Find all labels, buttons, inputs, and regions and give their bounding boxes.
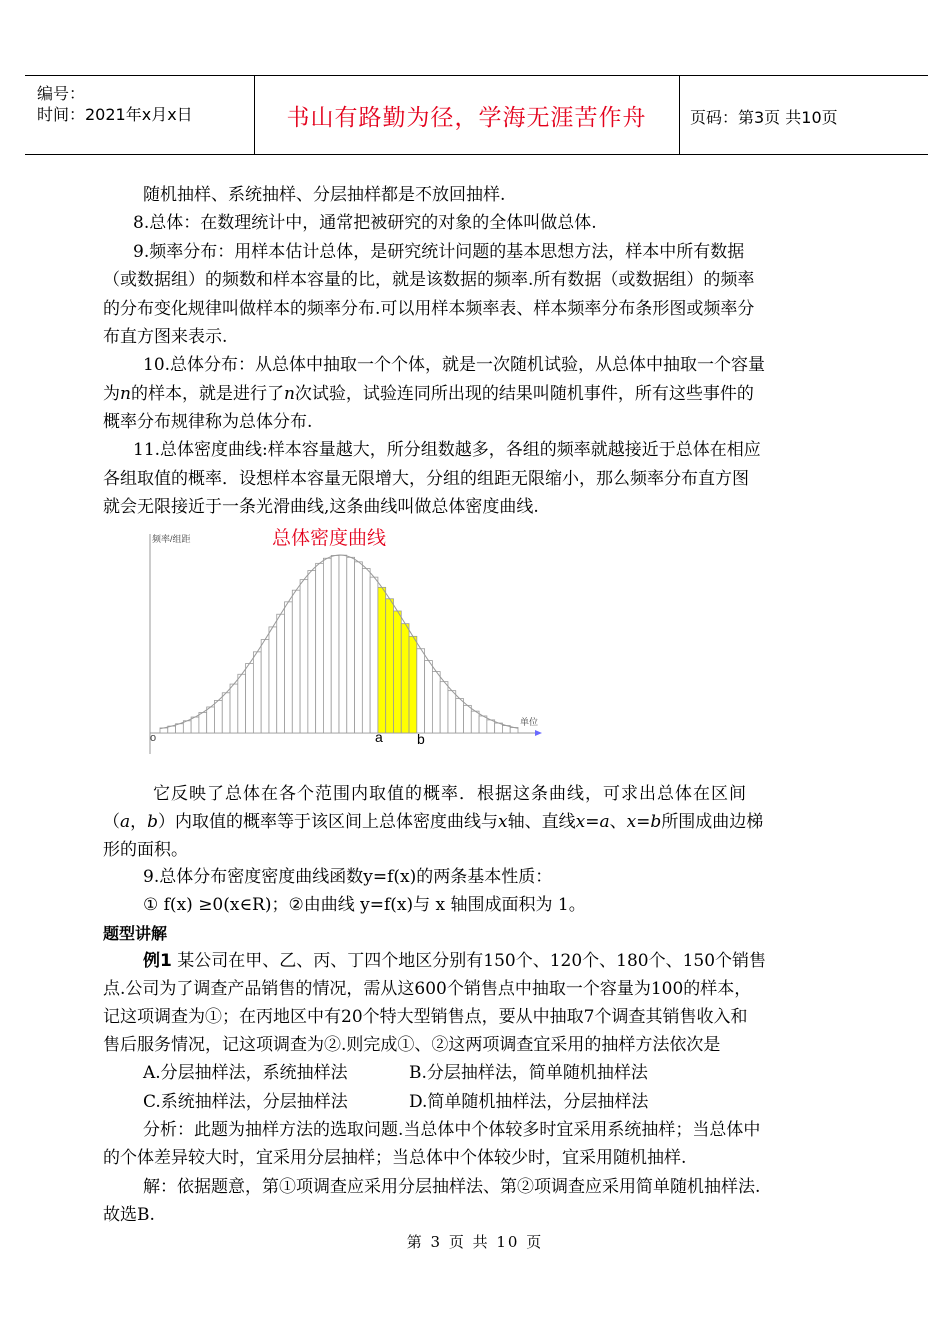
text-span: 、 <box>609 812 627 832</box>
text-line: 8.总体：在数理统计中，通常把被研究的对象的全体叫做总体. <box>133 213 597 233</box>
histogram-bar <box>222 693 230 733</box>
histogram-bar <box>495 723 503 733</box>
header-divider-right <box>679 75 680 155</box>
math-var: x=b <box>626 812 662 832</box>
text-line: 各组取值的概率．设想样本容量无限增大，分组的组距无限缩小，那么频率分布直方图 <box>103 469 749 489</box>
histogram-bar <box>269 627 277 733</box>
density-curve-figure <box>130 522 550 762</box>
histogram-bar <box>448 691 456 733</box>
text-line: ① f(x) ≥0(x∈R)；②由曲线 y=f(x)与 x 轴围成面积为 1。 <box>143 895 586 915</box>
header-motto: 书山有路勤为径，学海无涯苦作舟 <box>286 104 647 131</box>
math-var: n <box>283 384 295 404</box>
highlighted-bar <box>401 624 409 733</box>
text-line: 它反映了总体在各个范围内取值的概率．根据这条曲线，可求出总体在区间 <box>153 784 747 804</box>
doc-number-label: 编号： <box>37 84 86 103</box>
histogram-bar <box>464 705 472 733</box>
option-d: D.简单随机抽样法，分层抽样法 <box>409 1092 649 1112</box>
histogram-bar <box>432 672 440 733</box>
text-line: 概率分布规律称为总体分布. <box>103 412 313 432</box>
b-label: b <box>417 731 425 747</box>
text-line: 的个体差异较大时，宜采用分层抽样；当总体中个体较少时，宜采用随机抽样. <box>103 1148 687 1168</box>
histogram-bar <box>355 562 363 733</box>
text-line: 随机抽样、系统抽样、分层抽样都是不放回抽样. <box>143 185 506 205</box>
histogram-bar <box>456 699 464 733</box>
figure-title: 总体密度曲线 <box>272 527 387 549</box>
section-heading: 题型讲解 <box>103 924 168 943</box>
option-a: A.分层抽样法，系统抽样法 <box>143 1063 348 1083</box>
histogram-bar <box>253 652 261 733</box>
histogram-bar <box>207 707 215 733</box>
text-line: 形的面积。 <box>103 840 188 860</box>
math-var: n <box>120 384 131 404</box>
histogram-bar <box>199 712 207 733</box>
histogram-bar <box>425 661 433 733</box>
histogram-bar <box>191 717 199 733</box>
text-line: 记这项调查为①；在丙地区中有20个特大型销售点，要从中抽取7个调查其销售收入和 <box>103 1007 748 1027</box>
text-line: 解：依据题意，第①项调查应采用分层抽样法、第②项调查应采用简单随机抽样法. <box>143 1177 761 1197</box>
text-span: 为 <box>103 384 120 404</box>
histogram-bar <box>487 720 495 733</box>
histogram-bar <box>300 580 308 733</box>
text-line <box>103 381 850 408</box>
doc-time-label: 时间：2021年x月x日 <box>37 105 193 124</box>
histogram-bar <box>261 640 269 733</box>
histogram-bar <box>362 569 370 733</box>
text-span: ）内取值的概率等于该区间上总体密度曲线与 <box>158 812 499 832</box>
text-line: 的分布变化规律叫做样本的频率分布.可以用样本频率表、样本频率分布条形图或频率分 <box>103 299 755 319</box>
text-span: 次试验，试验连同所出现的结果叫随机事件，所有这些事件的 <box>294 384 754 404</box>
histogram-bar <box>292 590 300 733</box>
y-axis-label: 频率/组距 <box>152 534 191 544</box>
highlighted-bar <box>409 636 417 733</box>
option-b: B.分层抽样法，简单随机抽样法 <box>409 1063 648 1083</box>
a-label: a <box>375 729 383 745</box>
example-label: 例1 <box>143 951 172 971</box>
histogram-bar <box>440 682 448 733</box>
histogram-bar <box>417 649 425 733</box>
text-line: 10.总体分布：从总体中抽取一个个体，就是一次随机试验，从总体中抽取一个容量 <box>143 355 766 375</box>
histogram-bar <box>479 716 487 733</box>
histogram-bar <box>471 711 479 733</box>
page-header <box>25 75 928 155</box>
x-axis-label: 单位 <box>520 717 539 727</box>
histogram-bar <box>331 555 339 733</box>
highlighted-bar <box>386 599 394 733</box>
text-line: （或数据组）的频数和样本容量的比，就是该数据的频率.所有数据（或数据组）的频率 <box>103 270 755 290</box>
text-line: 分析：此题为抽样方法的选取问题.当总体中个体较多时宜采用系统抽样；当总体中 <box>143 1120 761 1140</box>
text-line: 就会无限接近于一条光滑曲线,这条曲线叫做总体密度曲线. <box>103 497 539 517</box>
math-var: x <box>498 812 508 832</box>
text-line: 9.频率分布：用样本估计总体，是研究统计问题的基本思想方法，样本中所有数据 <box>133 242 745 262</box>
text-line: 11.总体密度曲线:样本容量越大，所分组数越多，各组的频率就越接近于总体在相应 <box>133 440 761 460</box>
text-line: 故选B. <box>103 1205 155 1225</box>
histogram-bar <box>316 563 324 733</box>
histogram-bar <box>370 577 378 733</box>
density-curve-svg <box>130 522 550 762</box>
text-span: 某公司在甲、乙、丙、丁四个地区分别有150个、120个、180个、150个销售 <box>171 951 767 971</box>
histogram-bar <box>339 555 347 733</box>
header-page-info: 页码：第3页 共10页 <box>690 108 838 127</box>
histogram-bar <box>183 721 191 733</box>
text-line: 点.公司为了调查产品销售的情况，需从这600个销售点中抽取一个容量为100的样本， <box>103 979 752 999</box>
histogram-bar <box>238 674 246 733</box>
histogram-bar <box>285 602 293 733</box>
text-line: 9.总体分布密度密度曲线函数y=f(x)的两条基本性质： <box>143 867 553 887</box>
text-span: 所围成曲边梯 <box>661 812 764 832</box>
text-line: 布直方图来表示. <box>103 327 228 347</box>
math-var: x=a <box>575 812 610 832</box>
histogram-bar <box>323 558 331 733</box>
text-span: 轴、直线 <box>507 812 576 832</box>
text-span: 的样本，就是进行了 <box>130 384 284 404</box>
text-line <box>103 809 850 836</box>
option-c: C.系统抽样法，分层抽样法 <box>143 1092 348 1112</box>
highlighted-bar <box>378 587 386 733</box>
text-span: ， <box>130 812 148 832</box>
histogram-bar <box>277 614 285 733</box>
text-line <box>103 948 850 975</box>
histogram-bar <box>230 684 238 733</box>
highlighted-bar <box>393 611 401 733</box>
page-footer: 第 3 页 共 10 页 <box>406 1233 544 1251</box>
origin-label: o <box>150 732 157 744</box>
histogram-bar <box>246 663 254 733</box>
histogram-bar <box>308 571 316 733</box>
text-line: 售后服务情况，记这项调查为②.则完成①、②这两项调查宜采用的抽样方法依次是 <box>103 1035 721 1055</box>
math-var: b <box>147 812 159 832</box>
histogram-bars <box>160 555 518 733</box>
histogram-bar <box>214 700 222 733</box>
text-span: （ <box>103 812 120 832</box>
header-meta <box>37 83 193 125</box>
x-axis-arrow <box>535 730 542 736</box>
math-var: a <box>120 812 131 832</box>
histogram-bar <box>347 557 355 733</box>
